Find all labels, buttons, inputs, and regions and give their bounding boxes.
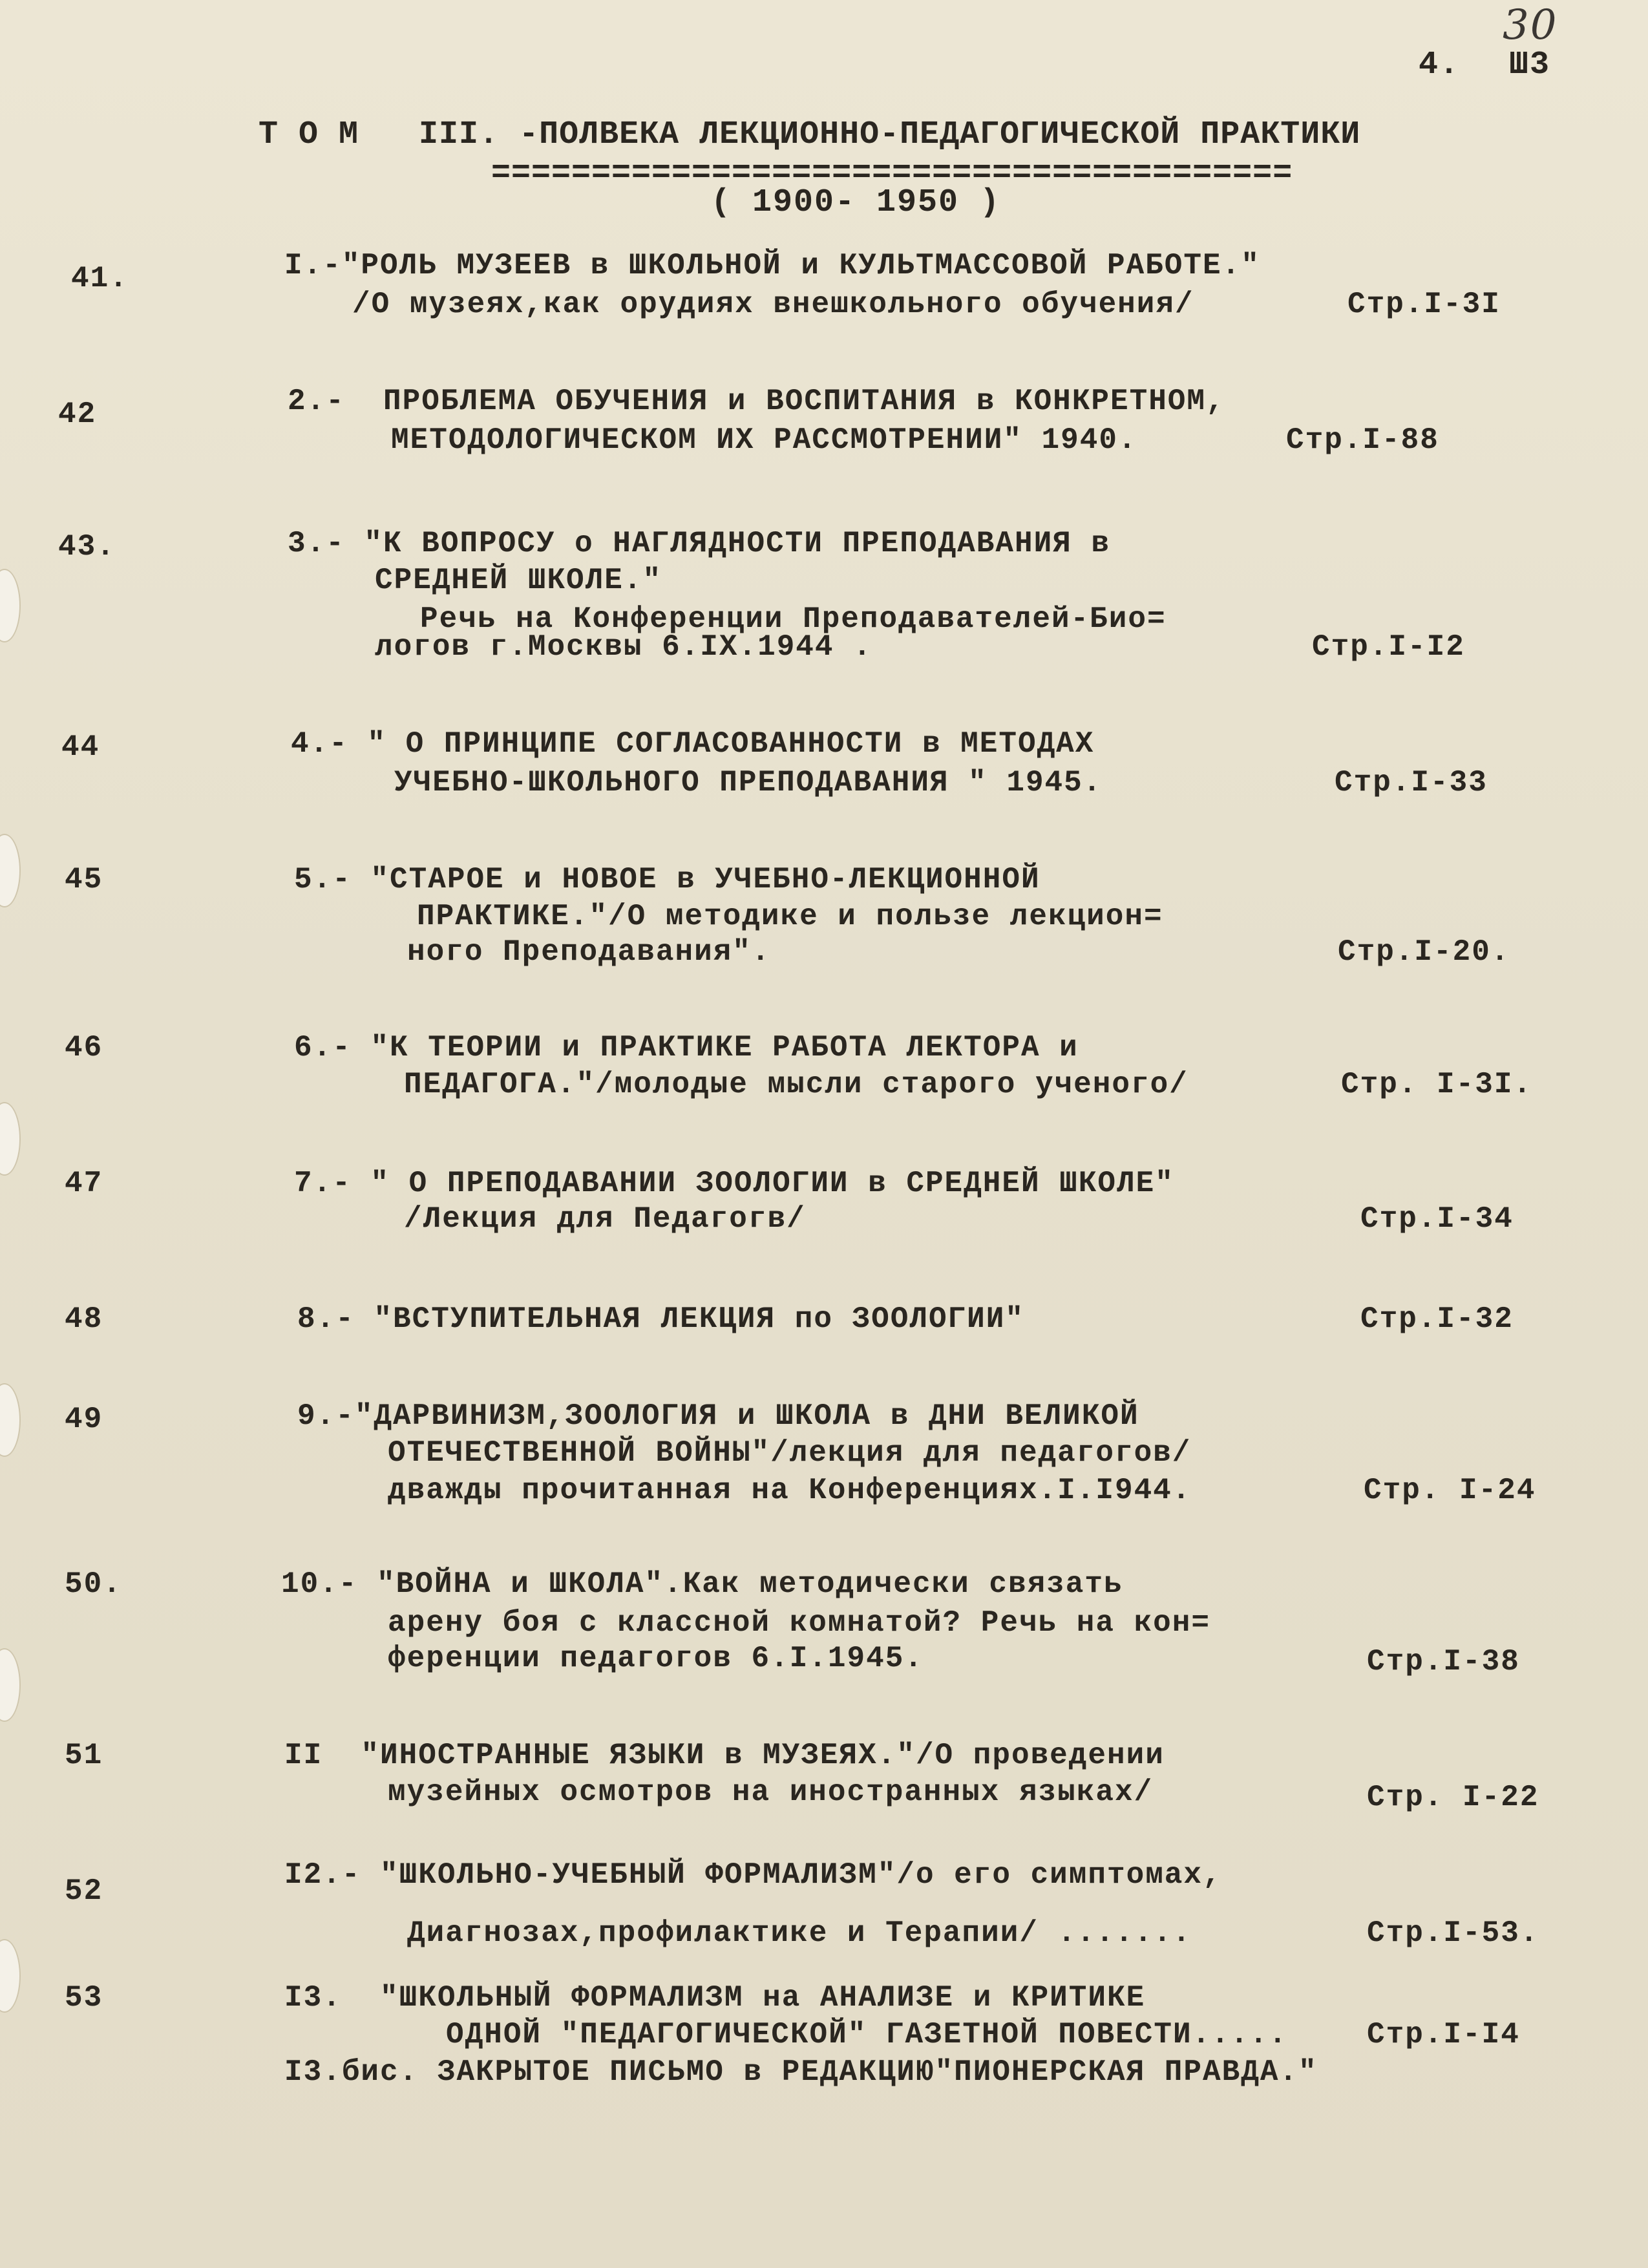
entry-number: 48 — [65, 1302, 103, 1336]
entry-title-line: II "ИНОСТРАННЫЕ ЯЗЫКИ в МУЗЕЯХ."/О проведении — [284, 1739, 1165, 1772]
entry-number: 51 — [65, 1739, 103, 1772]
punch-hole — [0, 569, 21, 642]
entry-number: 45 — [65, 863, 103, 896]
entry-title-line: СРЕДНЕЙ ШКОЛЕ." — [375, 564, 662, 597]
punch-hole — [0, 1939, 21, 2013]
entry-page-ref: Стр.I-38 — [1367, 1645, 1520, 1679]
roman-page-mark: Ш3 — [1509, 47, 1551, 83]
entry-title-line: музейных осмотров на иностранных языках/ — [388, 1775, 1154, 1809]
entry-title-line: арену боя с классной комнатой? Речь на кон= — [388, 1606, 1210, 1640]
entry-title-line: УЧЕБНО-ШКОЛЬНОГО ПРЕПОДАВАНИЯ " 1945. — [394, 766, 1103, 800]
entry-title-line: ного Преподавания". — [407, 935, 771, 969]
entry-title-line: 3.- "К ВОПРОСУ о НАГЛЯДНОСТИ ПРЕПОДАВАНИЯ в — [288, 527, 1110, 560]
punch-hole — [0, 1648, 21, 1722]
entry-number: 47 — [65, 1167, 103, 1200]
punch-hole — [0, 1383, 21, 1457]
entry-title-line: ференции педагогов 6.I.1945. — [388, 1642, 924, 1675]
entry-page-ref: Стр.I-I2 — [1312, 630, 1465, 664]
entry-title-line: /О музеях,как орудиях внешкольного обучения/ — [352, 288, 1194, 321]
entry-title-line: дважды прочитанная на Конференциях.I.I944. — [388, 1474, 1192, 1507]
entry-page-ref: Стр. I-22 — [1367, 1781, 1539, 1814]
entry-title-line: /Лекция для Педагогв/ — [404, 1202, 806, 1236]
entry-number: 43. — [58, 530, 116, 564]
entry-title-line: логов г.Москвы 6.IX.1944 . — [375, 630, 872, 664]
entry-title-line: Диагнозах,профилактике и Терапии/ ....... — [407, 1916, 1192, 1950]
entry-title-line: 6.- "К ТЕОРИИ и ПРАКТИКЕ РАБОТА ЛЕКТОРА и — [294, 1031, 1079, 1065]
entry-number: 44 — [61, 730, 100, 764]
entry-page-ref: Стр. I-3I. — [1341, 1068, 1533, 1101]
entry-number: 52 — [65, 1874, 103, 1908]
punch-hole — [0, 1102, 21, 1176]
years-range: ( 1900- 1950 ) — [711, 184, 1001, 221]
entry-title-line: ПЕДАГОГА."/молодые мысли старого ученого/ — [404, 1068, 1188, 1101]
entry-title-line: 8.- "ВСТУПИТЕЛЬНАЯ ЛЕКЦИЯ по ЗООЛОГИИ" — [297, 1302, 1024, 1336]
entry-page-ref: Стр.I-34 — [1360, 1202, 1514, 1236]
entry-number: 46 — [65, 1031, 103, 1065]
handwritten-folio: 30 — [1503, 1, 1558, 49]
entry-title-line: 2.- ПРОБЛЕМА ОБУЧЕНИЯ и ВОСПИТАНИЯ в КОНКРЕТНОМ, — [288, 385, 1225, 418]
title-underline: ======================================== — [491, 155, 1293, 192]
entry-page-ref: Стр.I-20. — [1338, 935, 1510, 969]
entry-title-line: ОТЕЧЕСТВЕННОЙ ВОЙНЫ"/лекция для педагогов/ — [388, 1436, 1192, 1470]
entry-title-line: ПРАКТИКЕ."/О методике и пользе лекцион= — [417, 900, 1163, 933]
entry-page-ref: Стр.I-33 — [1335, 766, 1488, 800]
volume-title: Т О М III. -ПОЛВЕКА ЛЕКЦИОННО-ПЕДАГОГИЧЕСКОЙ ПРАКТИКИ — [259, 116, 1361, 153]
entry-title-line: 5.- "СТАРОЕ и НОВОЕ в УЧЕБНО-ЛЕКЦИОННОЙ — [294, 863, 1041, 896]
entry-number: 41. — [71, 262, 129, 295]
entry-number: 53 — [65, 1981, 103, 2015]
punch-hole — [0, 834, 21, 907]
entry-page-ref: Стр.I-88 — [1286, 423, 1439, 457]
entry-title-line: Речь на Конференции Преподавателей-Био= — [420, 602, 1167, 636]
entry-page-ref: Стр.I-32 — [1360, 1302, 1514, 1336]
entry-title-line: ОДНОЙ "ПЕДАГОГИЧЕСКОЙ" ГАЗЕТНОЙ ПОВЕСТИ..... — [446, 2018, 1288, 2051]
entry-title-line: I3.бис. ЗАКРЫТОЕ ПИСЬМО в РЕДАКЦИЮ"ПИОНЕРСКАЯ ПРАВДА." — [284, 2055, 1318, 2089]
entry-title-line: 7.- " О ПРЕПОДАВАНИИ ЗООЛОГИИ в СРЕДНЕЙ ШКОЛЕ" — [294, 1167, 1174, 1200]
folio-number: 4. — [1419, 47, 1461, 83]
entry-number: 49 — [65, 1403, 103, 1436]
entry-page-ref: Стр.I-53. — [1367, 1916, 1539, 1950]
entry-number: 50. — [65, 1567, 122, 1601]
entry-title-line: I.-"РОЛЬ МУЗЕЕВ в ШКОЛЬНОЙ и КУЛЬТМАССОВОЙ РАБОТЕ." — [284, 249, 1260, 282]
entry-title-line: 9.-"ДАРВИНИЗМ,ЗООЛОГИЯ и ШКОЛА в ДНИ ВЕЛИКОЙ — [297, 1399, 1139, 1433]
entry-title-line: МЕТОДОЛОГИЧЕСКОМ ИХ РАССМОТРЕНИИ" 1940. — [391, 423, 1137, 457]
entry-number: 42 — [58, 397, 97, 431]
entry-title-line: I2.- "ШКОЛЬНО-УЧЕБНЫЙ ФОРМАЛИЗМ"/о его симптомах, — [284, 1858, 1222, 1892]
entry-title-line: I3. "ШКОЛЬНЫЙ ФОРМАЛИЗМ на АНАЛИЗЕ и КРИТИКЕ — [284, 1981, 1146, 2015]
entry-page-ref: Стр. I-24 — [1364, 1474, 1536, 1507]
entry-page-ref: Стр.I-I4 — [1367, 2018, 1520, 2051]
entry-title-line: 10.- "ВОЙНА и ШКОЛА".Как методически связать — [281, 1567, 1123, 1601]
entry-title-line: 4.- " О ПРИНЦИПЕ СОГЛАСОВАННОСТИ в МЕТОДАХ — [291, 727, 1095, 761]
entry-page-ref: Стр.I-3I — [1347, 288, 1501, 321]
